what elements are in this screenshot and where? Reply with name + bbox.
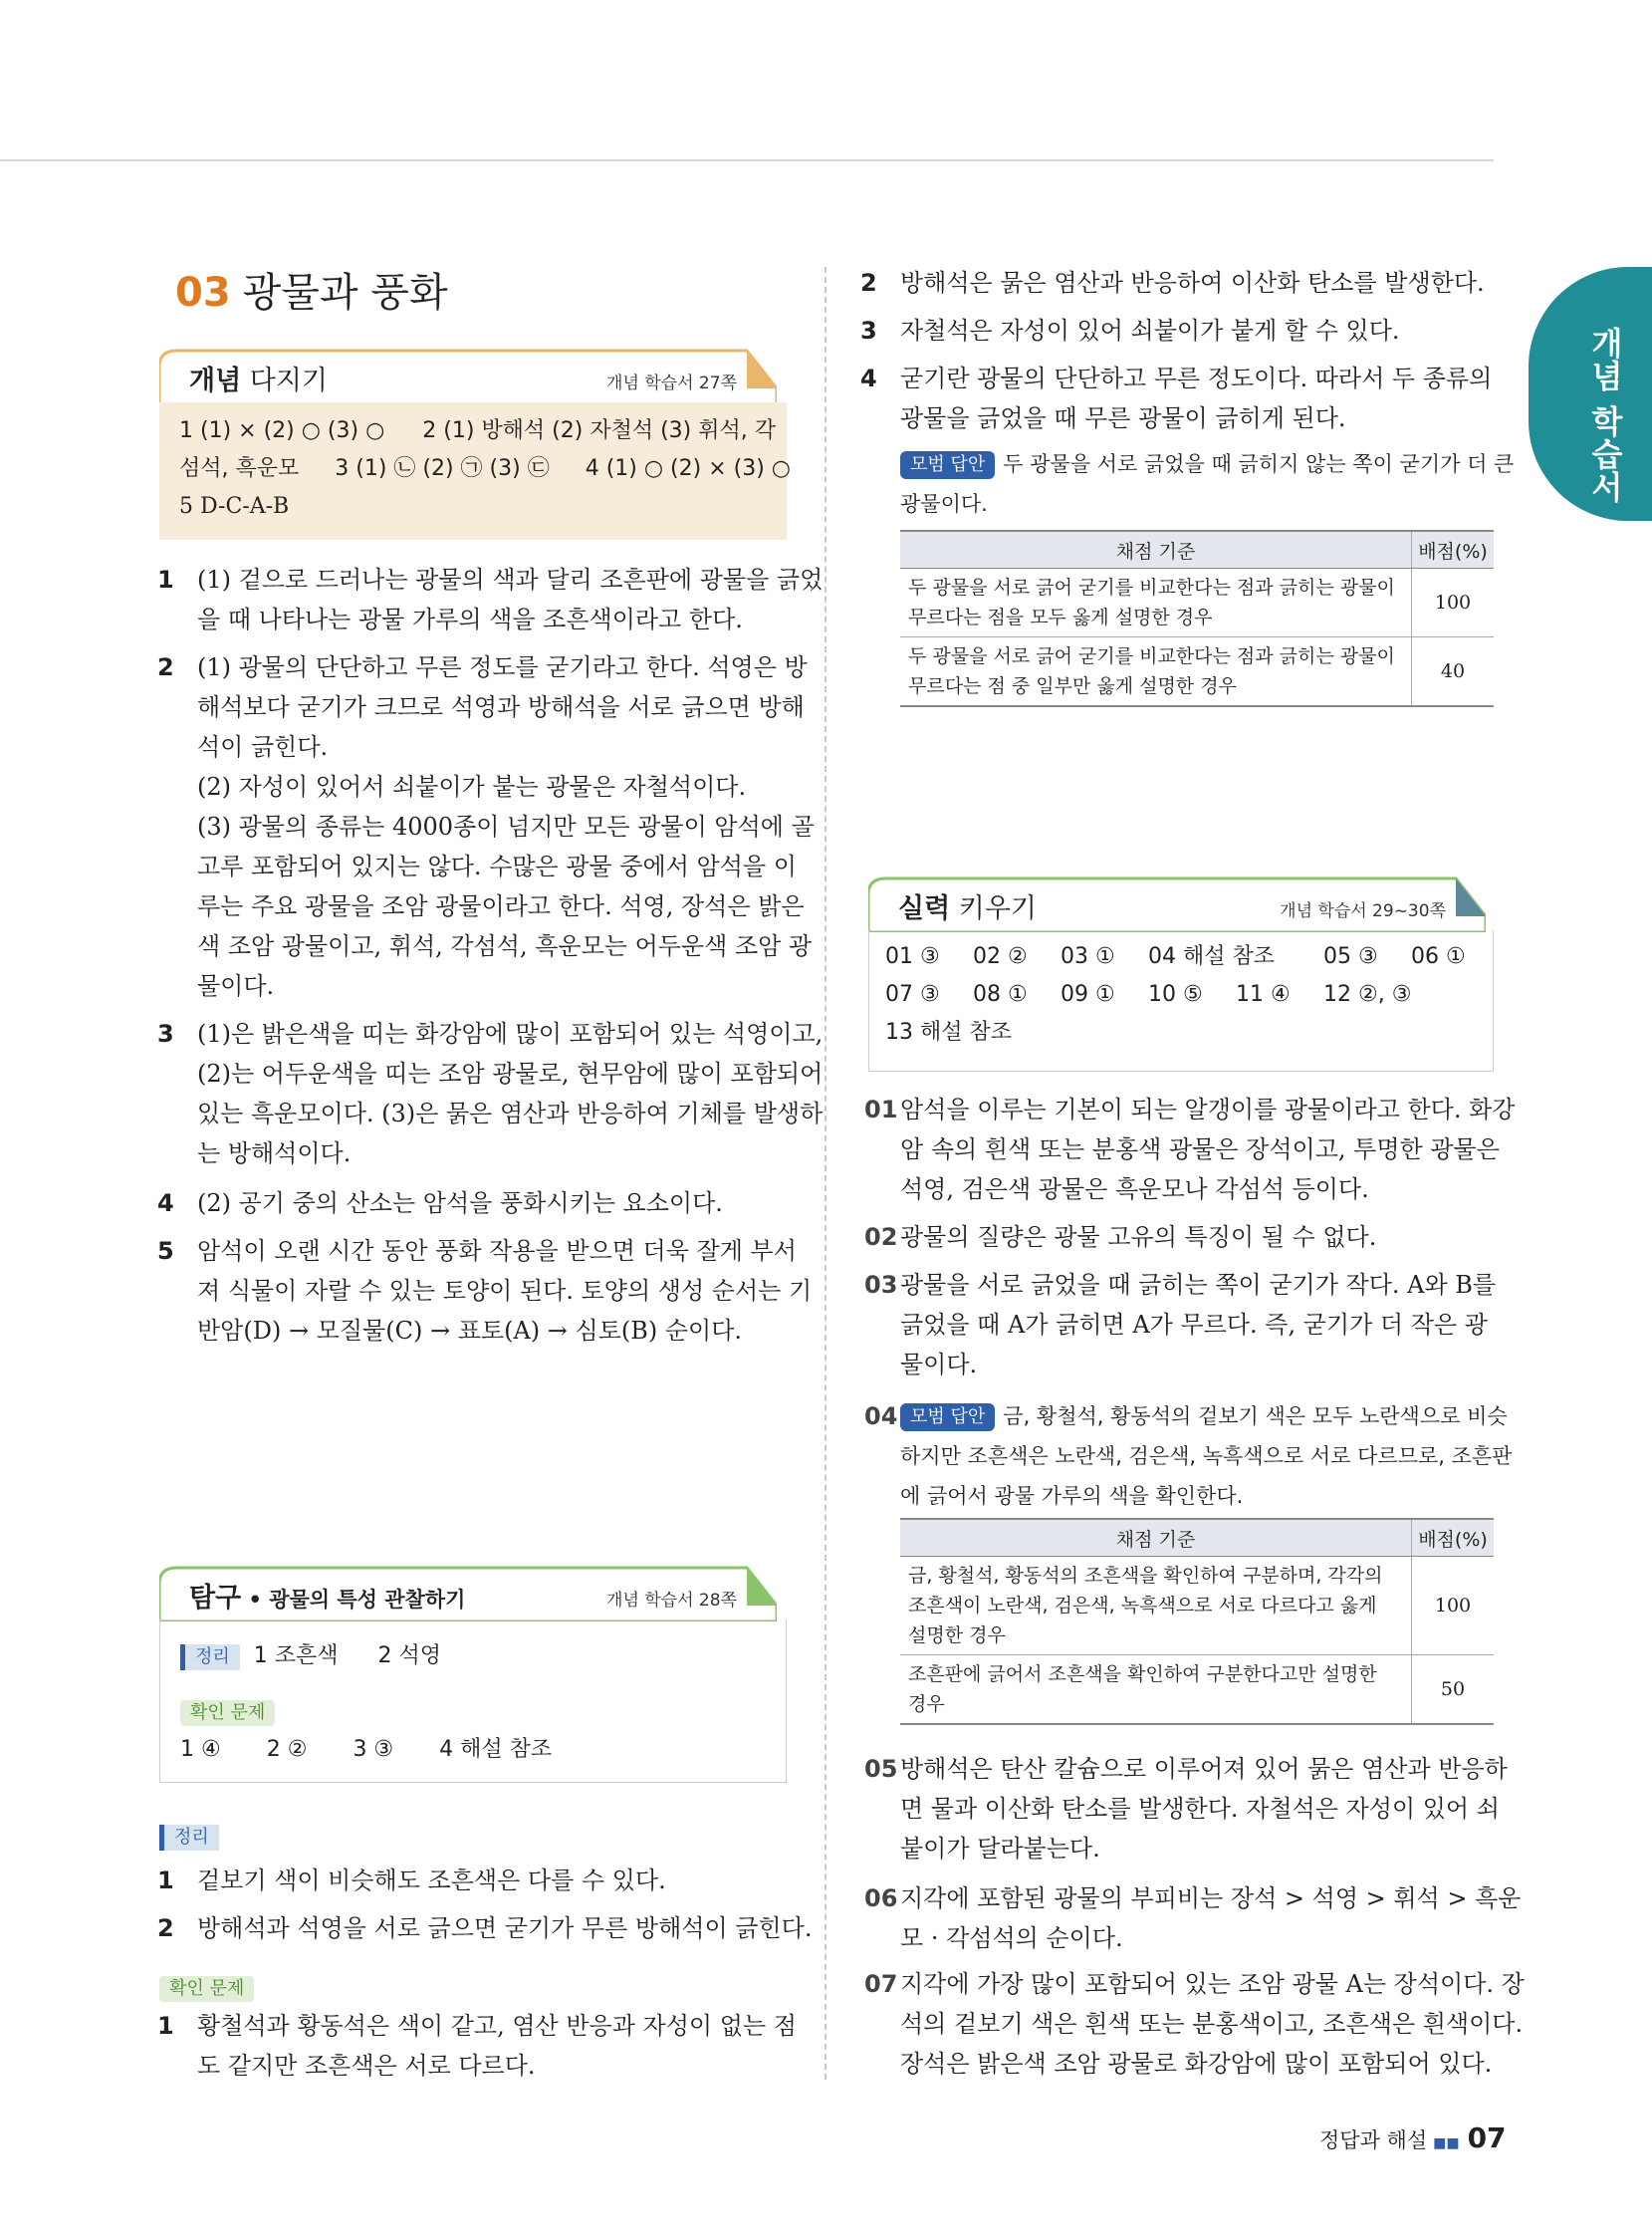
explanation-4: 4 (2) 공기 중의 산소는 암석을 풍화시키는 요소이다. — [157, 1189, 723, 1217]
explanation-1: 1 (1) 겉으로 드러나는 광물의 색과 달리 조흔판에 광물을 긁었 을 때 나타나는 광물 가루의 색을 조흔색이라고 한다. — [157, 566, 824, 633]
check-section — [159, 1966, 797, 2006]
footer-squares-icon: ■■ — [1433, 2135, 1460, 2151]
footer-label: 정답과 해설 — [1319, 2128, 1428, 2152]
box-skill-header — [868, 876, 1486, 932]
section-number: 03 — [175, 270, 231, 316]
box-inquiry-header — [159, 1566, 777, 1621]
check-tag: 확인 문제 — [180, 1700, 275, 1726]
explanation-r3: 3 자철석은 자성이 있어 쇠붙이가 붙게 할 수 있다. — [860, 317, 1400, 345]
explanation-r03: 03 광물을 서로 긁었을 때 긁히는 쪽이 굳기가 작다. A와 B를 긁었을 때 A가 긁히면 A가 무르다. 즉, 굳기가 더 작은 광 물이다. — [864, 1271, 1497, 1378]
box-skill-ref: 개념 학습서 29~30쪽 — [1280, 901, 1446, 921]
scoring-table-2: 채점 기준 배점(%) 금, 황철석, 황동석의 조흔색을 확인하여 구분하며, 각각의 조흔색이 노란색, 검은색, 녹흑색으로 서로 다르다고 옳게 설명한 경우 100 조흔판에 긁어서 조흔색을 확인하여 구분한다고만 설명한 경우 50 — [900, 1518, 1494, 1725]
page-number: 07 — [1467, 2121, 1507, 2154]
section-title — [175, 261, 448, 318]
explanation-r02: 02 광물의 질량은 광물 고유의 특징이 될 수 없다. — [864, 1223, 1377, 1251]
box-concept-header — [159, 349, 777, 404]
explanation-3: 3 (1)은 밝은색을 띠는 화강암에 많이 포함되어 있는 석영이고, (2)는 어두운색을 띠는 조암 광물로, 현무암에 많이 포함되어 있는 흑운모이다. (3)은 묽은 염산과 반응하여 기체를 발생하 는 방해석이다. — [157, 1020, 824, 1167]
summary-tag: 정리 — [180, 1644, 240, 1670]
check-tag-2: 확인 문제 — [159, 1976, 254, 2002]
model-answer-badge-2: 모범 답안 — [900, 1403, 995, 1431]
box-inquiry-ref: 개념 학습서 28쪽 — [606, 1591, 737, 1611]
side-tab-label: 개념 학습서 — [1586, 327, 1624, 504]
summary-tag-2: 정리 — [159, 1825, 219, 1851]
explanation-r04: 04 모범 답안 금, 황철석, 황동석의 겉보기 색은 모두 노란색으로 비슷 하지만 조흔색은 노란색, 검은색, 녹흑색으로 서로 다르므로, 조흔판 에 긁어서 광물 가루의 색을 확인한다. — [864, 1402, 1513, 1508]
table-row: 조흔판에 긁어서 조흔색을 확인하여 구분한다고만 설명한 경우 50 — [900, 1655, 1494, 1725]
box-inquiry-body: 정리 1 조흔색 2 석영 확인 문제 1 ④ 2 ② 3 ③ 4 해설 참조 — [159, 1619, 787, 1783]
top-rule — [0, 159, 1494, 161]
explanation-r01: 01 암석을 이루는 기본이 되는 알갱이를 광물이라고 한다. 화강 암 속의 흰색 또는 분홍색 광물은 장석이고, 투명한 광물은 석영, 검은색 광물은 흑운모나 각섬석 등이다. — [864, 1096, 1516, 1203]
explanation-r05: 05 방해석은 탄산 칼슘으로 이루어져 있어 묽은 염산과 반응하 면 물과 이산화 탄소를 발생한다. 자철석은 자성이 있어 쇠 붙이가 달라붙는다. — [864, 1755, 1508, 1863]
box-concept-ref: 개념 학습서 27쪽 — [606, 373, 737, 393]
scoring-table-1: 채점 기준 배점(%) 두 광물을 서로 긁어 굳기를 비교한다는 점과 긁히는 광물이 무르다는 점을 모두 옳게 설명한 경우 100 두 광물을 서로 긁어 굳기를 비교한다는 점과 긁히는 광물이 무르다는 점 중 일부만 옳게 설명한 경우 40 — [900, 530, 1494, 707]
explanation-5: 5 암석이 오랜 시간 동안 풍화 작용을 받으면 더욱 잘게 부서 져 식물이 자랄 수 있는 토양이 된다. 토양의 생성 순서는 기 반암(D) → 모질물(C) → 표토(A) → 심토(B) 순이다. — [157, 1237, 813, 1345]
summary-1: 1 겉보기 색이 비슷해도 조흔색은 다를 수 있다. — [157, 1867, 666, 1894]
explanation-r2: 2 방해석은 묽은 염산과 반응하여 이산화 탄소를 발생한다. — [860, 269, 1485, 297]
explanation-r07: 07 지각에 가장 많이 포함되어 있는 조암 광물 A는 장석이다. 장 석의 겉보기 색은 흰색 또는 분홍색이고, 조흔색은 흰색이다. 장석은 밝은색 조암 광물로 화강암에 많이 포함되어 있다. — [864, 1970, 1525, 2078]
explanation-r06: 06 지각에 포함된 광물의 부피비는 장석 > 석영 > 휘석 > 흑운 모 · 각섬석의 순이다. — [864, 1884, 1522, 1952]
side-tab[interactable] — [1529, 267, 1652, 521]
summary-2: 2 방해석과 석영을 서로 긁으면 굳기가 무른 방해석이 긁힌다. — [157, 1914, 813, 1942]
box-concept-answers: 1 (1) × (2) ○ (3) ○ 2 (1) 방해석 (2) 자철석 (3) 휘석, 각 섬석, 흑운모 3 (1) ㉡ (2) ㉠ (3) ㉢ 4 (1) ○ (2) × (3) ○ 5 D-C-A-B — [159, 402, 787, 540]
explanation-r4: 4 굳기란 광물의 단단하고 무른 정도이다. 따라서 두 종류의 광물을 긁었을 때 무른 광물이 긁히게 된다. — [860, 365, 1493, 432]
section-title-text: 광물과 풍화 — [242, 270, 448, 316]
box-skill-answers: 01 ③ 02 ② 03 ① 04 해설 참조 05 ③ 06 ① 07 ③ 08 ① 09 ① 10 ⑤ 11 ④ 12 ②, ③ 13 해설 참조 — [868, 930, 1494, 1072]
box-inquiry-label: 탐구 • 광물의 특성 관찰하기 — [189, 1583, 466, 1614]
summary-section — [159, 1815, 797, 1855]
check-1: 1 황철석과 황동석은 색이 같고, 염산 반응과 자성이 없는 점 도 같지만 조흔색은 서로 다르다. — [157, 2012, 797, 2080]
explanation-2: 2 (1) 광물의 단단하고 무른 정도를 굳기라고 한다. 석영은 방 해석보다 굳기가 크므로 석영과 방해석을 서로 긁으면 방해 석이 긁힌다. (2) 자성이 있어서 쇠붙이가 붙는 광물은 자철석이다. (3) 광물의 종류는 4000종이 넘지만 모든 광물이 암석에 골 고루 포함되어 있지는 않다. 수많은 광물 중에서 암석을 이 루는 주요 광물을 조암 광물이라고 한다. 석영, 장석은 밝은 색 조암 광물이고, 휘석, 각섬석, 흑운모는 어두운색 조암 광 물이다. — [157, 653, 815, 1000]
table-row: 두 광물을 서로 긁어 굳기를 비교한다는 점과 긁히는 광물이 무르다는 점을 모두 옳게 설명한 경우 100 — [900, 569, 1494, 637]
page-footer — [1319, 2121, 1507, 2154]
table-row: 금, 황철석, 황동석의 조흔색을 확인하여 구분하며, 각각의 조흔색이 노란색, 검은색, 녹흑색으로 서로 다르다고 옳게 설명한 경우 100 — [900, 1557, 1494, 1655]
model-answer-1: 모범 답안 두 광물을 서로 긁었을 때 긁히지 않는 쪽이 굳기가 더 큰 광물이다. — [900, 452, 1515, 516]
box-skill-label: 실력 키우기 — [898, 893, 1038, 924]
box-concept-label: 개념 다지기 — [189, 366, 329, 396]
column-divider — [825, 267, 826, 2080]
model-answer-badge: 모범 답안 — [900, 451, 995, 479]
table-row: 두 광물을 서로 긁어 굳기를 비교한다는 점과 긁히는 광물이 무르다는 점 중 일부만 옳게 설명한 경우 40 — [900, 637, 1494, 707]
